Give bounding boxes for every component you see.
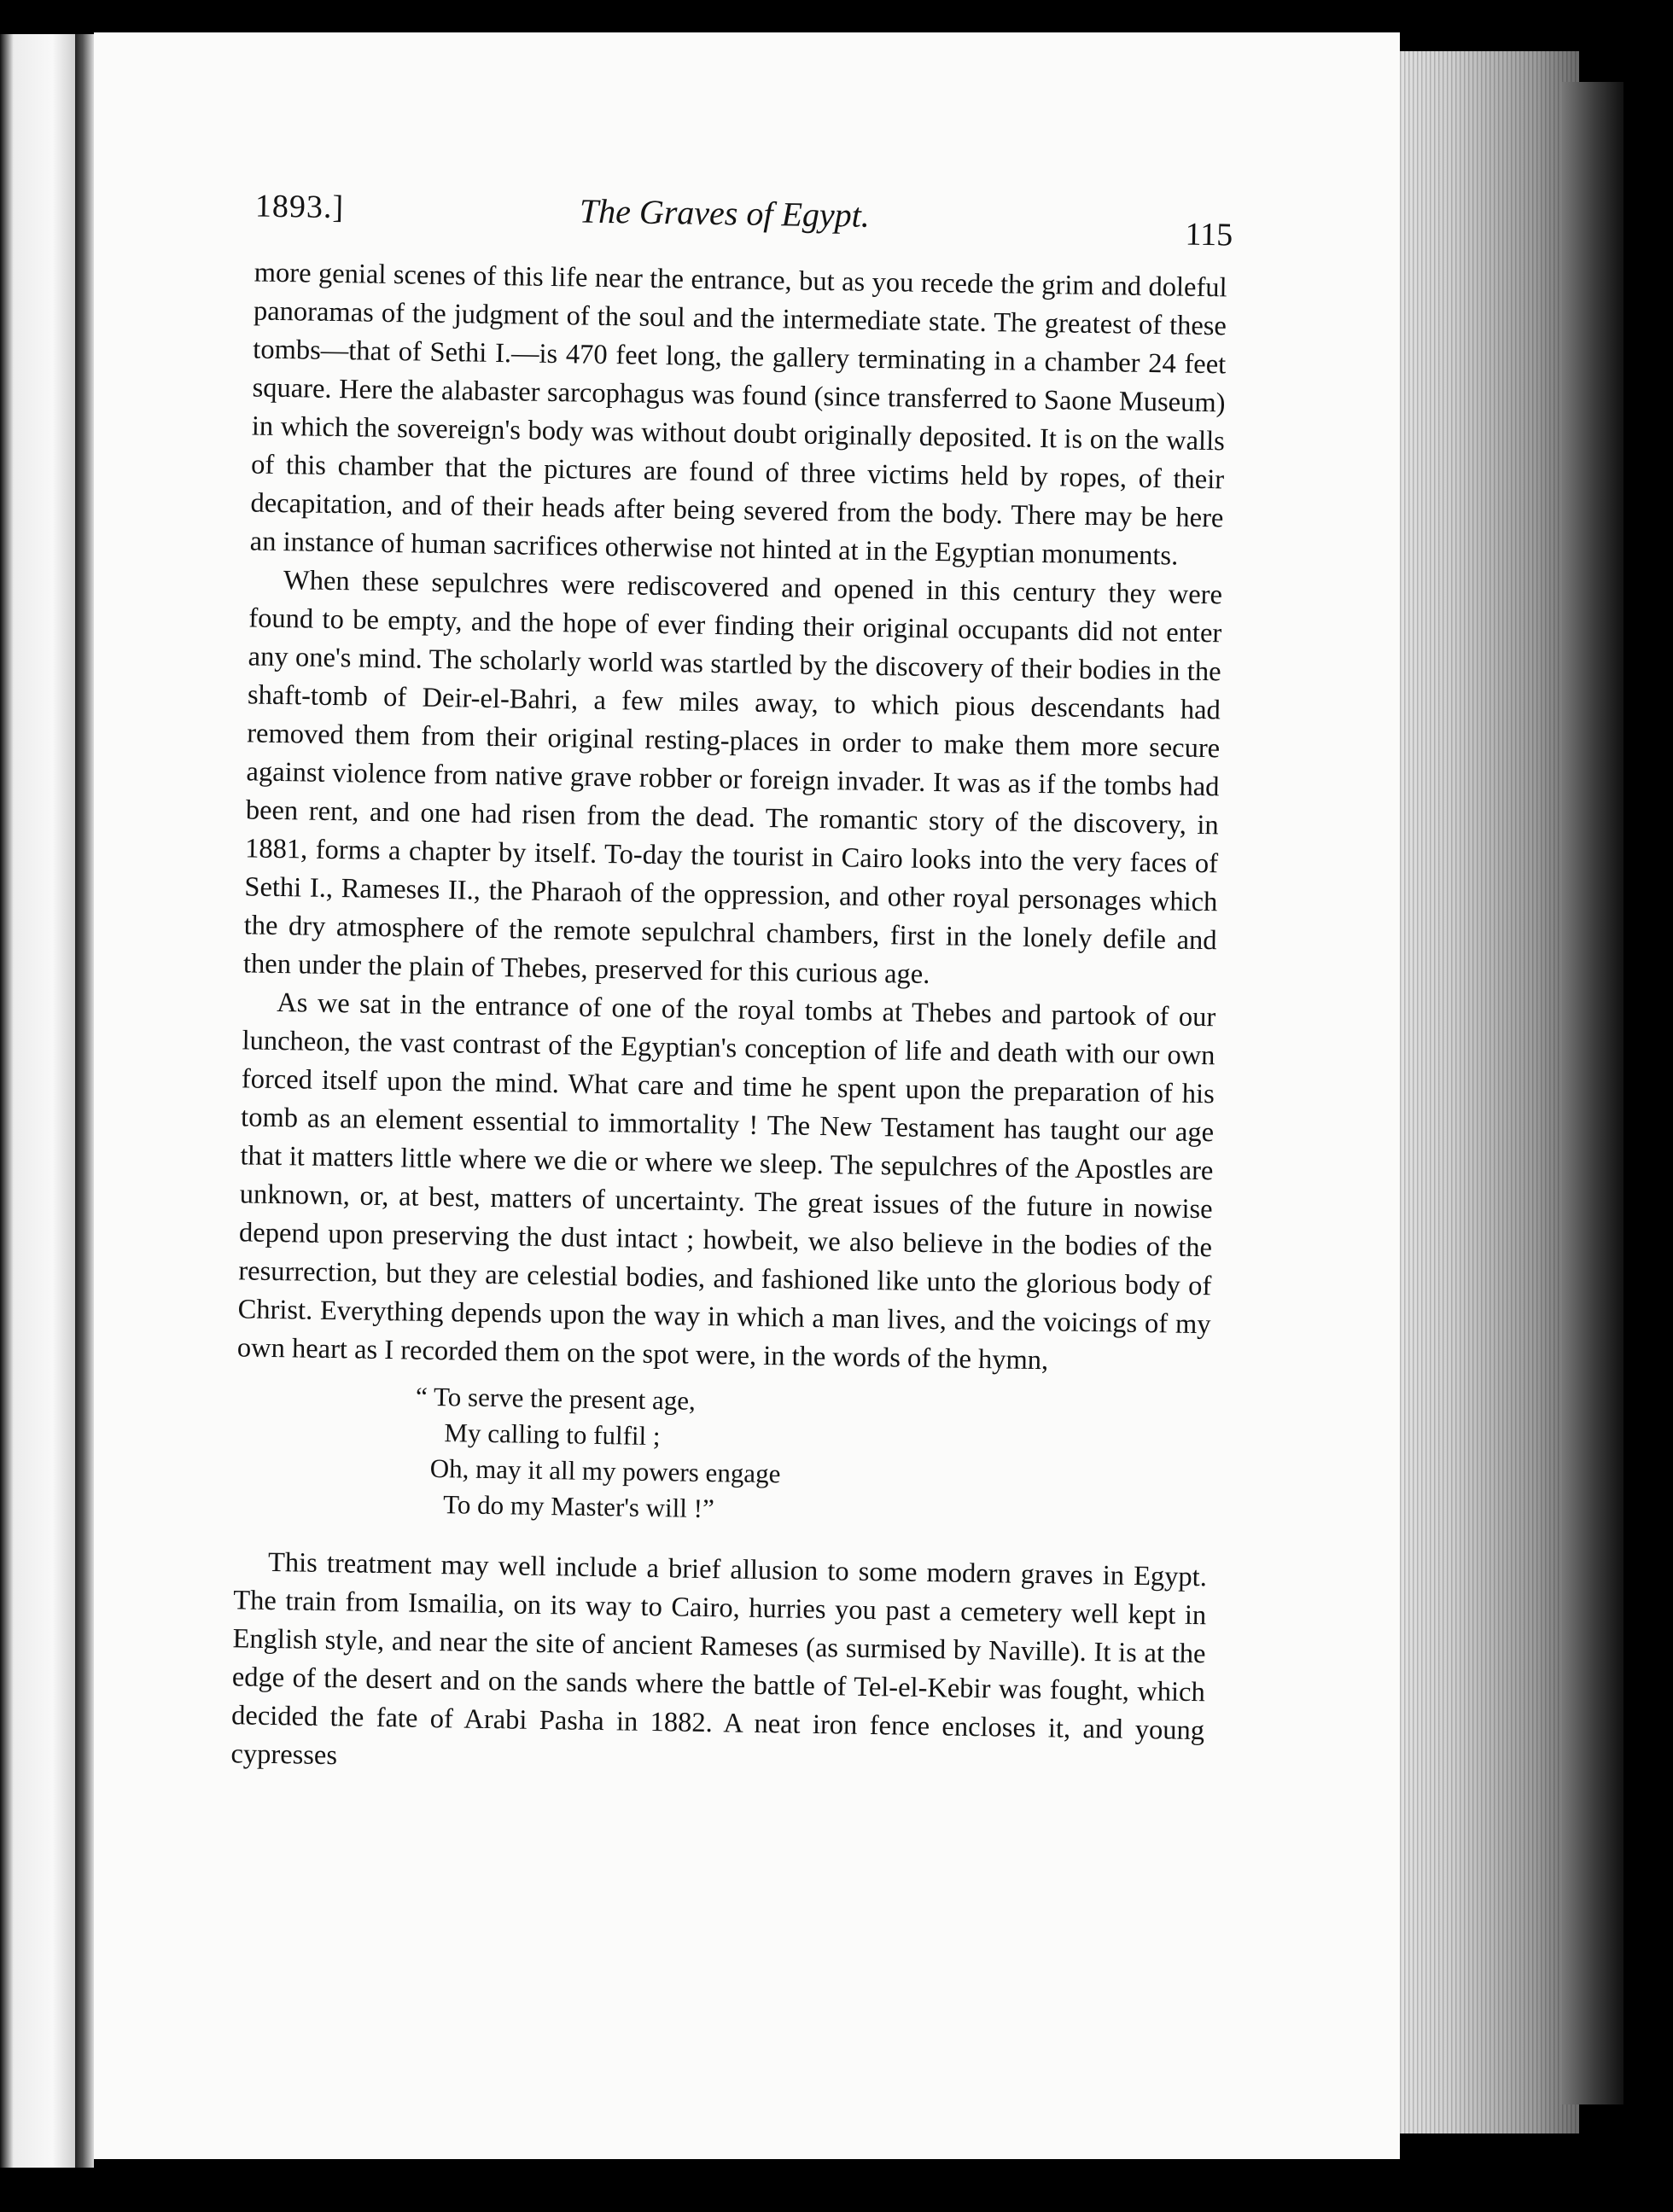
- poem-line: My calling to fulfil ;: [444, 1417, 661, 1452]
- running-header: [118, 149, 1233, 269]
- paragraph: When these sepulchres were rediscovered and opened in this century they were found to be empty, and the hope of ever finding their original occupants did not enter any one's mind. The scholarly world was startled by the discovery of their bodies in the shaft-tomb of Deir-el-Bahri, a few miles away, to which pious descendants had removed them from their original resting-places in order to make them more secure against violence from native grave robber or foreign invader. It was as if the tombs had been rent, and one had risen from the dead. The romantic story of the discovery, in 1881, forms a chapter by itself. To-day the tourist in Cairo looks into the very faces of Sethi I., Rameses II., the Pharaoh of the oppression, and other royal personages which the dry atmosphere of the remote sepulchral chambers, first in the lonely defile and then under the plain of Thebes, preserved for this curious age.: [242, 565, 1223, 991]
- hymn-quotation: [414, 1379, 1185, 1534]
- header-year: 1893.]: [254, 188, 345, 226]
- body-text-continued: [230, 1543, 1207, 1789]
- page-number: 115: [1185, 216, 1233, 253]
- running-title: The Graves of Egypt.: [579, 191, 871, 235]
- left-page-edge: [0, 34, 75, 2168]
- body-text: [237, 253, 1227, 1382]
- poem-line: To do my Master's will !”: [442, 1489, 715, 1524]
- paragraph: As we sat in the entrance of one of the royal tombs at Thebes and partook of our luncheon, the vast contrast of the Egyptian's conception of life and death with our own forced itself upon the mind. What care and time he spent upon the preparation of his tomb as an element essential to immortality ! The New Testament has taught our age that it matters little where we die or where we sleep. The sepulchres of the Apostles are unknown, or, at best, matters of uncertainty. The great issues of the future in nowise depend upon preserving the dust intact ; howbeit, we also believe in the bodies of the resurrection, but they are celestial bodies, and fashioned like unto the glorious body of Christ. Everything depends upon the way in which a man lives, and the voicings of my own heart as I recorded them on the spot were, in the words of the hymn,: [236, 987, 1216, 1377]
- page-edges-shadow: [1562, 82, 1623, 2104]
- paragraph: This treatment may well include a brief allusion to some modern graves in Egypt. The train from Ismailia, on its way to Cairo, hurries you past a cemetery well kept in English style, and near the site of ancient Rameses (as surmised by Naville). It is at the edge of the desert and on the sands where the battle of Tel-el-Kebir was fought, which decided the fate of Arabi Pasha in 1882. A neat iron fence encloses it, and young cypresses: [230, 1546, 1208, 1772]
- poem-line: Oh, may it all my powers engage: [429, 1452, 781, 1489]
- page-content: [94, 149, 1233, 1789]
- poem-line: “ To serve the present age,: [415, 1381, 697, 1416]
- book-gutter: [75, 34, 94, 2168]
- paragraph: more genial scenes of this life near the entrance, but as you recede the grim and doleful panoramas of the judgment of the soul and the intermediate state. The greatest of these tombs—that of Sethi I.—is 470 feet long, the gallery terminating in a chamber 24 feet square. Here the alabaster sarcophagus was found (since transferred to Saone Museum) in which the sovereign's body was without doubt originally deposited. It is on the walls of this chamber that the pictures are found of three victims held by ropes, of their decapitation, and of their heads after being severed from the body. There may be here an instance of human sacrifices otherwise not hinted at in the Egyptian monuments.: [249, 257, 1227, 572]
